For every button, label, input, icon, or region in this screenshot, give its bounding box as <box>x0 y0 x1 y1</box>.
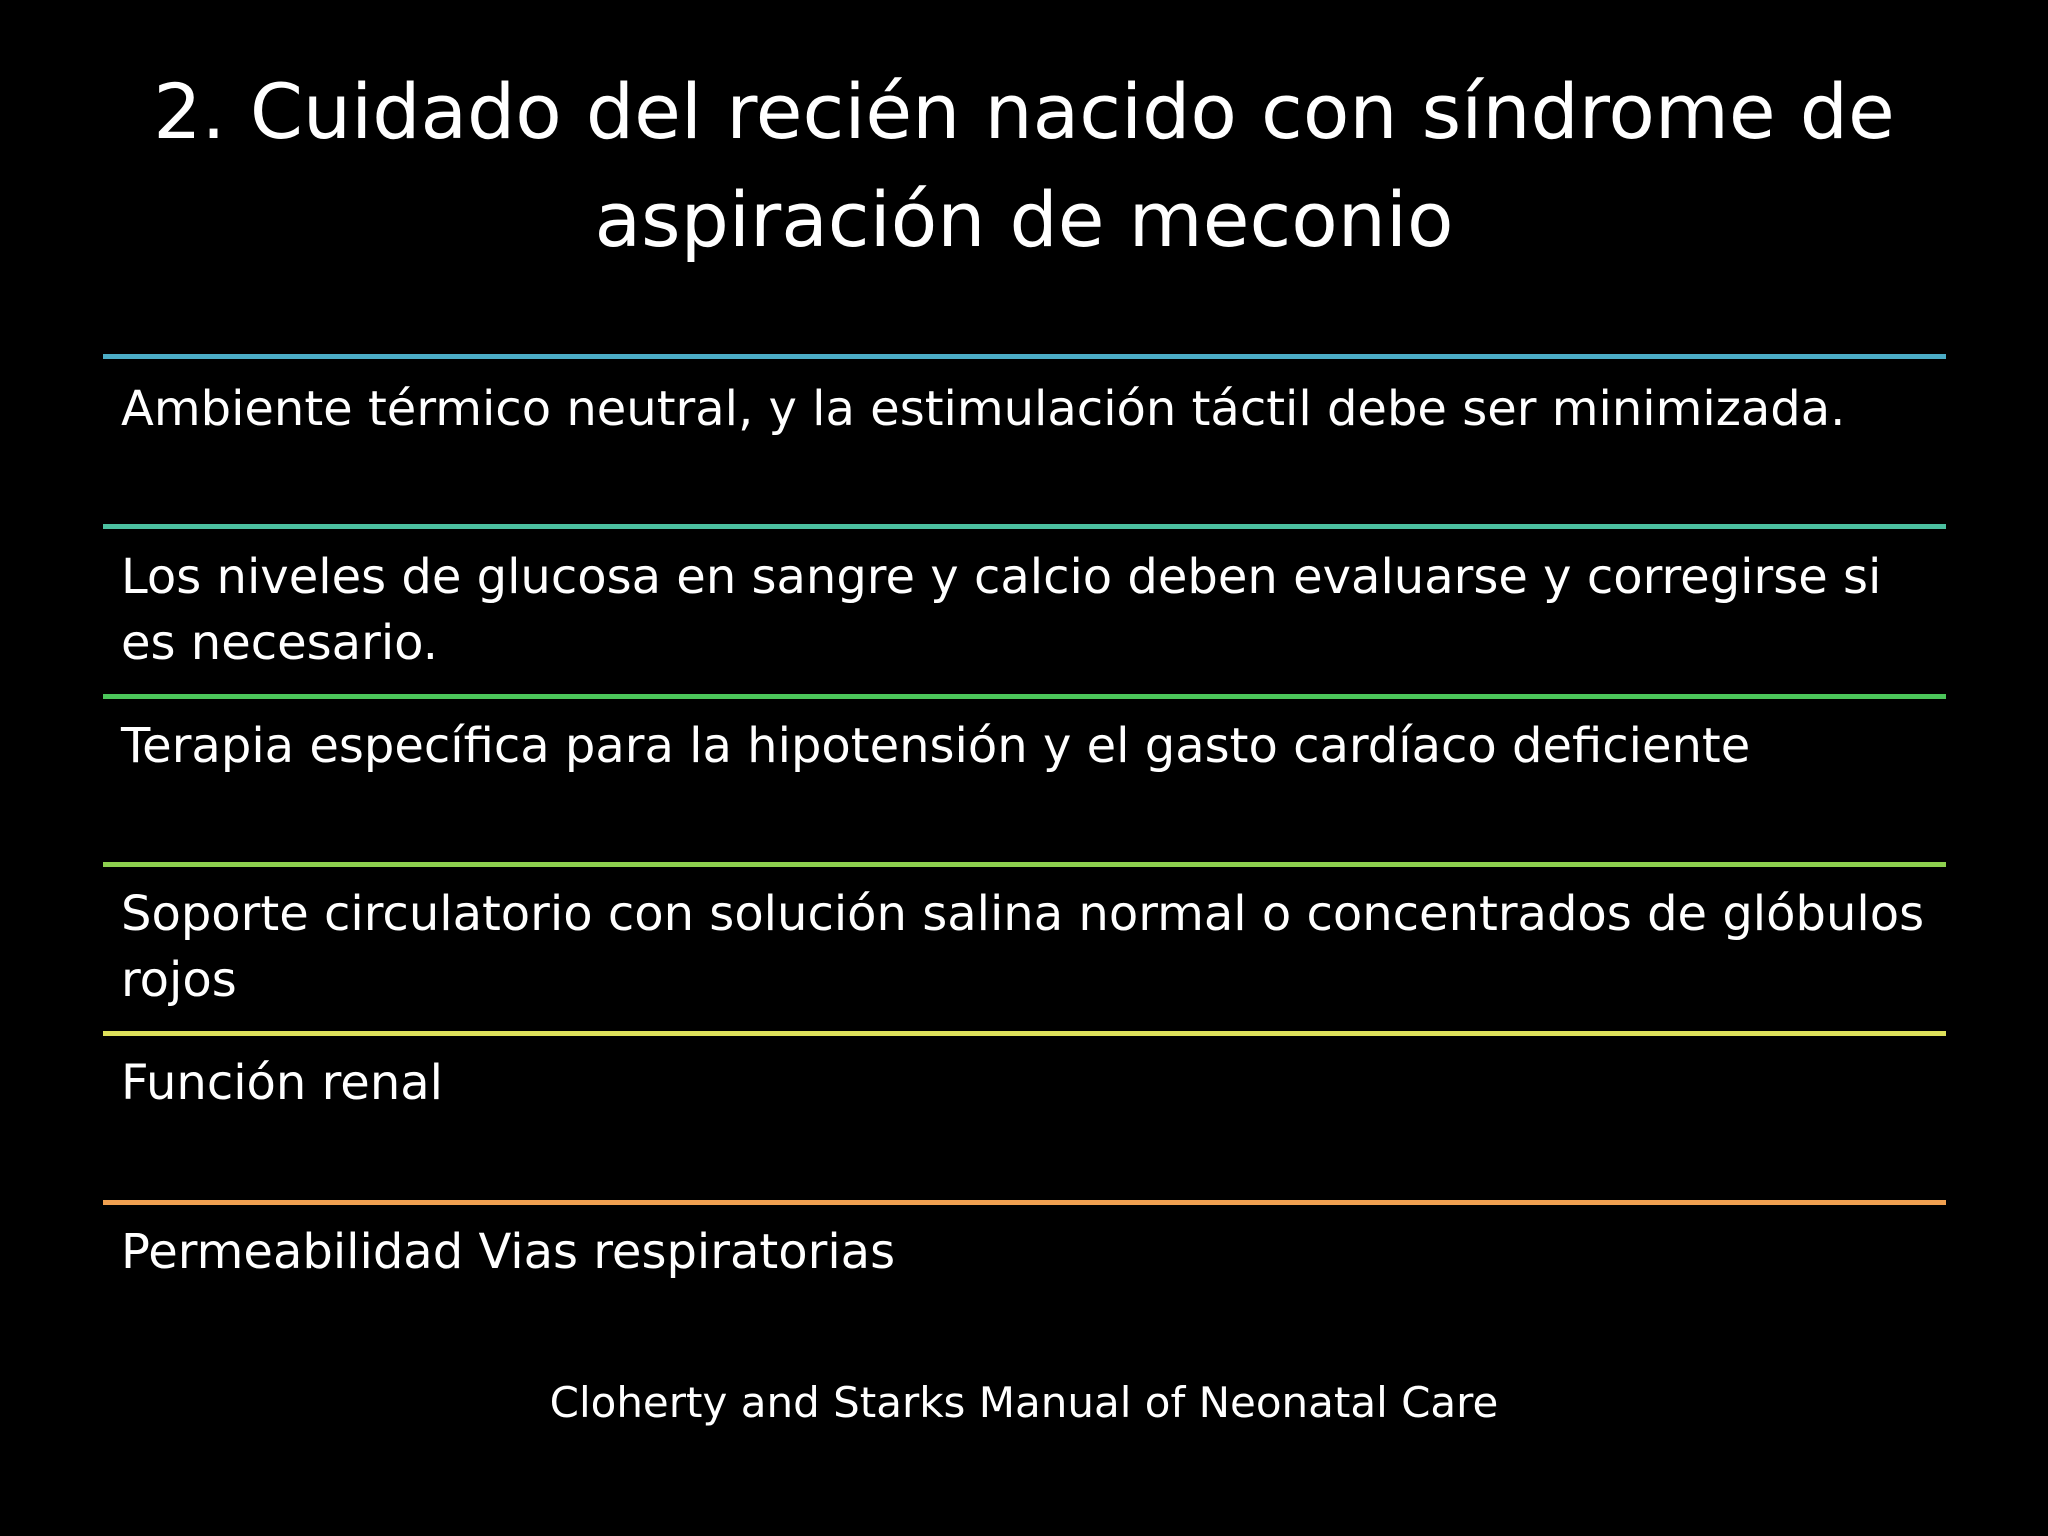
item-divider-1 <box>103 354 1946 359</box>
source-credit: Cloherty and Starks Manual of Neonatal Care <box>549 1378 1499 1427</box>
item-divider-4 <box>103 862 1946 867</box>
list-item-2: Los niveles de glucosa en sangre y calcio deben evaluarse y corregirse si es necesario. <box>121 549 1882 671</box>
slide-title: 2. Cuidado del recién nacido con síndrome de aspiración de meconio <box>153 67 1895 264</box>
list-item-3: Terapia específica para la hipotensión y el gasto cardíaco deficiente <box>121 718 1751 774</box>
item-divider-2 <box>103 524 1946 529</box>
list-item-6: Permeabilidad Vias respiratorias <box>121 1224 896 1280</box>
list-item-1: Ambiente térmico neutral, y la estimulación táctil debe ser minimizada. <box>121 381 1846 437</box>
item-divider-5 <box>103 1031 1946 1036</box>
list-item-5: Función renal <box>121 1055 443 1111</box>
list-item-4: Soporte circulatorio con solución salina normal o concentrados de glóbulos rojos <box>121 886 1925 1008</box>
item-divider-6 <box>103 1200 1946 1205</box>
item-divider-3 <box>103 694 1946 699</box>
